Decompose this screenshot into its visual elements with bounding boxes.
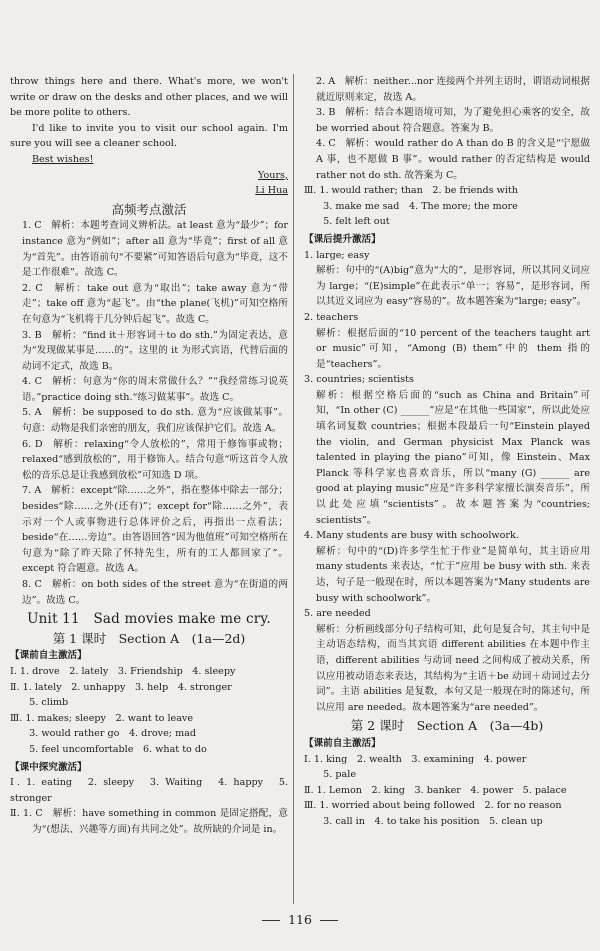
answer-line: 3. would rather go 4. drove; mad (10, 728, 197, 740)
answer-line: 5. felt left out (304, 216, 390, 228)
answer-line: Ⅲ. 1. makes; sleepy 2. want to leave (10, 712, 194, 724)
post-item-body: 解析：分析画线部分句子结构可知，此句是复合句，其主句中是主动语态结构，而当其宾语 different abilities 在本题中作主语，different abilities 与动词 need 之间构成了被动关系，所以应用被动语态来表达，其结构为“主语＋be 动词＋动词过去分词”。主语 abilities 是复数，本句又是一般现在时的陈述句，所以应用 are needed。故本题答案为“are needed”。 (316, 623, 590, 713)
box-label: 【课前自主激活】 (10, 650, 87, 662)
box-label: 【课后提升激活】 (304, 233, 381, 245)
closing-text: Best wishes! (32, 153, 94, 165)
answer-item: Ⅱ. 1. C 解析：have something in common 是固定搭配，意为“(想法、兴趣等方面)有共同之处”。故所缺的介词是 in。 (10, 808, 288, 835)
unit-title: Unit 11 Sad movies make me cry. (27, 611, 271, 628)
box-label: 【课中探究激活】 (10, 761, 87, 773)
answer-item: 6. D 解析：relaxing“令人放松的”，常用于修饰事或物；relaxed“感到放松的”，用于修饰人。结合句意“听这首令人放松的音乐总是让我感到放松”可知选 D 项。 (22, 438, 288, 481)
answer-item: 1. C 解析：本题考查词义辨析法。at least 意为“最少”；for instance 意为“例如”；after all 意为“毕竟”；first of all 意为“首先”。由答语前句“不要紧”可知答语后句意为“毕竟，这不是工作很难”。故选 C。 (22, 220, 288, 279)
answer-item: 8. C 解析：on both sides of the street 意为“在街道的两边”。故选 C。 (22, 579, 288, 606)
post-item-body: 解析：句中的“(D)许多学生忙于作业”是简单句，其主语应用 many students 来表达，“忙于”应用 be busy with sth. 来表达，句子是一般现在时，所以本题答案为“Many students are busy with schoolwork”。 (316, 545, 590, 604)
letter-sign-yours (10, 168, 288, 184)
answer-line: Ⅰ. 1. eating 2. sleepy 3. Waiting 4. happy 5. stronger (10, 777, 288, 804)
post-item-head: 1. large; easy (304, 249, 370, 261)
answer-line: Ⅲ. 1. would rather; than 2. be friends with (304, 185, 518, 197)
post-item-head: 2. teachers (304, 311, 359, 323)
answer-line: 3. make me sad 4. The more; the more (304, 200, 518, 212)
answer-line: 5. feel uncomfortable 6. what to do (10, 743, 207, 755)
page-number (0, 912, 600, 927)
letter-sign-name (10, 183, 288, 199)
section-title-gaopin: 高频考点激活 (111, 201, 187, 217)
answer-line: 5. pale (304, 769, 356, 781)
page-number-dash (320, 920, 338, 921)
page-number-text: 116 (288, 912, 312, 927)
answer-line: Ⅰ. 1. king 2. wealth 3. examining 4. power (304, 753, 527, 765)
box-label: 【课前自主激活】 (304, 737, 381, 749)
right-column (304, 74, 590, 830)
answer-line: Ⅰ. 1. drove 2. lately 3. Friendship 4. sleepy (10, 665, 236, 677)
answer-line: Ⅱ. 1. lately 2. unhappy 3. help 4. stronger (10, 681, 232, 693)
answer-line: Ⅱ. 1. Lemon 2. king 3. banker 4. power 5. palace (304, 784, 567, 796)
answer-line: 3. call in 4. to take his position 5. clean up (304, 815, 543, 827)
column-divider (293, 74, 294, 904)
answer-line: 5. climb (10, 697, 69, 709)
answer-item: 4. C 解析：would rather do A than do B 的含义是“宁愿做 A 事，也不愿做 B 事”。would rather 的否定结构是 would rather not do sth. 故答案为 C。 (316, 138, 590, 181)
page-number-dash (262, 920, 280, 921)
sign-name-text: Li Hua (255, 185, 288, 197)
answer-item: 2. A 解析：neither...nor 连接两个并列主语时，谓语动词根据就近原则来定，故选 A。 (316, 76, 590, 103)
post-item-body: 解析：根据后面的“10 percent of the teachers taught art or music”可知，“Among (B) them”中的 them 指的是“teachers”。 (316, 327, 590, 370)
post-item-body: 解析：句中的“(A)big”意为“大的”，是形容词，所以其同义词应为 large；“(E)simple”在此表示“单一；容易”，是形容词，所以其近义词应为 easy“容易的”。故本题答案为“large; easy”。 (316, 265, 590, 308)
answer-item: 7. A 解析：except“除……之外”，指在整体中除去一部分；besides“除……之外(还有)”；except for“除……之外”，表示对一个人或事物进行总体评价之后，再指出一点看法；beside“在……旁边”。由答语回答“因为他值班”可知空格所在句意为“除了昨天除了怀特先生，所有的工人都回家了”。except 符合题意。故选 A。 (22, 485, 288, 575)
answer-line: Ⅲ. 1. worried about being followed 2. for no reason (304, 800, 562, 812)
lesson-title: 第 2 课时 Section A (3a—4b) (350, 718, 544, 734)
left-column (10, 74, 288, 838)
post-item-head: 3. countries; scientists (304, 374, 414, 386)
post-item-head: 4. Many students are busy with schoolwork. (304, 530, 519, 542)
letter-paragraph: I'd like to invite you to visit our school again. I'm sure you will see a cleaner school. (10, 122, 288, 150)
answer-item: 3. B 解析：结合本题语境可知，为了避免担心乘客的安全，故 be worried about 符合题意。答案为 B。 (316, 107, 590, 134)
answer-item: 5. A 解析：be supposed to do sth. 意为“应该做某事”。句意：动物是我们亲密的朋友，我们应该保护它们。故选 A。 (22, 407, 288, 435)
answer-item: 4. C 解析：句意为“你的周末常做什么？”“我经常练习说英语。”practice doing sth.“练习做某事”。故选 C。 (22, 376, 288, 403)
sign-yours-text: Yours, (257, 169, 288, 181)
letter-closing (10, 152, 288, 168)
post-item-head: 5. are needed (304, 608, 371, 620)
answer-item: 2. C 解析：take out 意为“取出”；take away 意为“带走”；take off 意为“起飞”。由“the plane(飞机)”可知空格所在句意为“飞机将于几分钟后起飞”。故选 C。 (22, 282, 288, 325)
answer-item: 3. B 解析：“find it＋形容词＋to do sth.”为固定表达，意为“发现做某事是……的”。这里的 it 为形式宾语，代替后面的动词不定式，故选 B。 (22, 329, 288, 372)
lesson-title: 第 1 课时 Section A (1a—2d) (52, 630, 246, 646)
post-item-body: 解析：根据空格后面的“such as China and Britain”可知，“In other (C) ______”应是“在其他一些国家”，所以此处应填名词复数 countries；根据本段最后一句“Einstein played the violin, and German physicist Max Planck was talented in playing the piano”可知，像 Einstein、Max Planck 等科学家也喜欢音乐，所以“many (G) ______ are good at playing music”应是“许多科学家擅长演奏音乐”，所以此处应填“scientists”。故本题答案为“countries; scientists”。 (316, 389, 590, 526)
letter-paragraph: throw things here and there. What's more, we won't write or draw on the desks and other places, and we will be more polite to others. (10, 76, 288, 119)
